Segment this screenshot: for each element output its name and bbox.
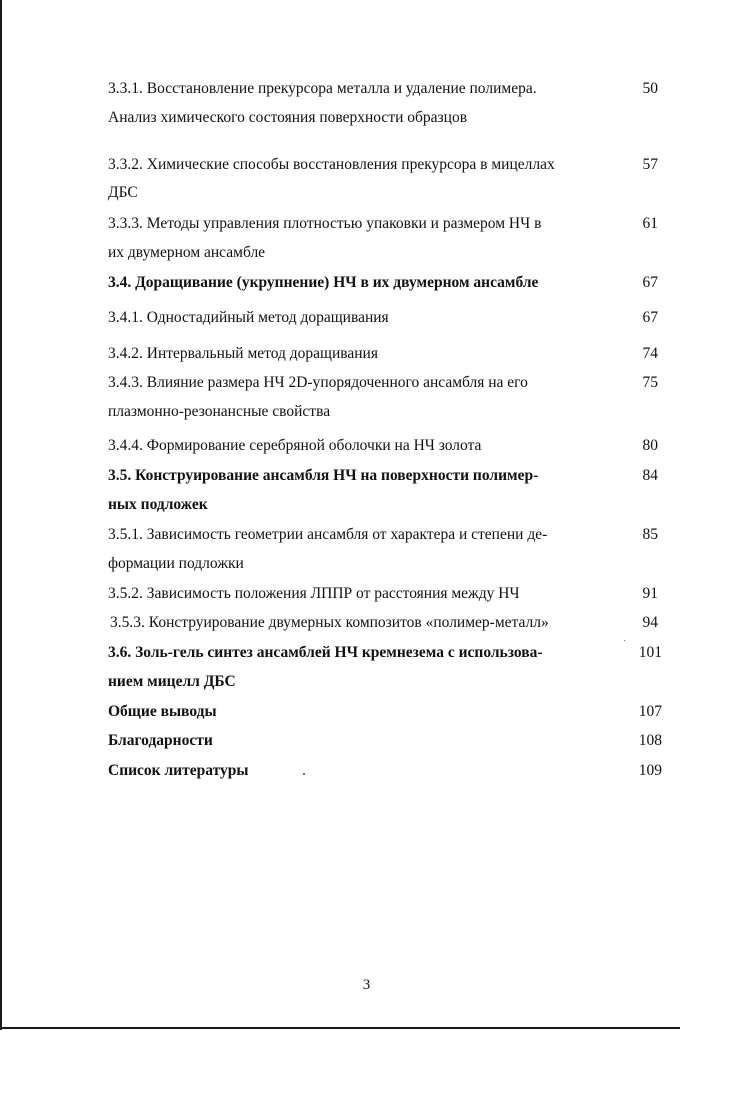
toc-entry-3-5-line-2: ных подложек (108, 496, 208, 513)
toc-entry-3-5-3-page: 94 (642, 614, 658, 631)
toc-entry-3-5-2-line-1: 3.5.2. Зависимость положения ЛППР от расстояния между НЧ (108, 585, 520, 602)
toc-entry-3-3-2-page: 57 (642, 156, 658, 173)
toc-entry-3-4-1-line-1: 3.4.1. Одностадийный метод доращивания (108, 309, 389, 326)
toc-entry-3-4-2-line-1: 3.4.2. Интервальный метод доращивания (108, 345, 378, 362)
toc-entry-3-6-line-1: 3.6. Золь-гель синтез ансамблей НЧ кремнезема с использова- (108, 644, 543, 661)
toc-entry-3-3-2-line-1: 3.3.2. Химические способы восстановления прекурсора в мицеллах (108, 156, 555, 173)
toc-entry-3-4-3-page: 75 (642, 374, 658, 391)
toc-entry-3-5-2-page: 91 (642, 585, 658, 602)
toc-entry-references-page: 109 (638, 762, 662, 779)
toc-entry-3-4-3-line-2: плазмонно-резонансные свойства (108, 403, 331, 420)
scan-speck (624, 640, 625, 641)
toc-entry-references: Список литературы (108, 762, 249, 779)
toc-entry-3-3-1-page: 50 (642, 80, 658, 97)
toc-entry-3-3-1-line-2: Анализ химического состояния поверхности образцов (108, 109, 468, 126)
toc-entry-3-3-3-line-1: 3.3.3. Методы управления плотностью упаковки и размером НЧ в (108, 215, 542, 232)
toc-entry-3-5-page: 84 (642, 467, 658, 484)
toc-entry-acknowledgements-page: 108 (638, 732, 662, 749)
toc-entry-3-3-3-line-2: их двумерном ансамбле (108, 244, 266, 261)
toc-entry-3-3-3-page: 61 (642, 215, 658, 232)
toc-entry-3-4-1-page: 67 (642, 309, 658, 326)
toc-entry-3-5-1-line-2: формации подложки (108, 555, 244, 572)
page-border-left (0, 0, 2, 1030)
toc-entry-3-5-1-line-1: 3.5.1. Зависимость геометрии ансамбля от характера и степени де- (108, 526, 548, 543)
toc-entry-3-4-2-page: 74 (642, 345, 658, 362)
toc-entry-3-6-line-2: нием мицелл ДБС (108, 673, 236, 690)
toc-entry-3-5-3-line-1: 3.5.3. Конструирование двумерных композитов «полимер-металл» (110, 614, 549, 631)
toc-entry-3-6-page: 101 (638, 644, 662, 661)
toc-entry-3-4-page: 67 (642, 274, 658, 291)
toc-entry-3-5-1-page: 85 (642, 526, 658, 543)
toc-entry-3-4-4-line-1: 3.4.4. Формирование серебряной оболочки на НЧ золота (108, 437, 482, 454)
toc-entry-3-3-2-line-2: ДБС (108, 184, 138, 201)
toc-entry-3-3-1-line-1: 3.3.1. Восстановление прекурсора металла и удаление полимера. (108, 80, 537, 97)
toc-entry-3-5-line-1: 3.5. Конструирование ансамбля НЧ на поверхности полимер- (108, 467, 539, 484)
toc-entry-3-4-3-line-1: 3.4.3. Влияние размера НЧ 2D-упорядоченного ансамбля на его (108, 374, 528, 391)
toc-entry-3-4-line-1: 3.4. Доращивание (укрупнение) НЧ в их двумерном ансамбле (108, 274, 539, 291)
toc-entry-conclusions: Общие выводы (108, 703, 217, 720)
toc-entry-3-4-4-page: 80 (642, 437, 658, 454)
scan-speck (303, 773, 305, 775)
toc-entry-acknowledgements: Благодарности (108, 732, 213, 749)
toc-entry-conclusions-page: 107 (638, 703, 662, 720)
page-number: 3 (362, 977, 371, 993)
page-border-bottom (0, 1027, 680, 1029)
